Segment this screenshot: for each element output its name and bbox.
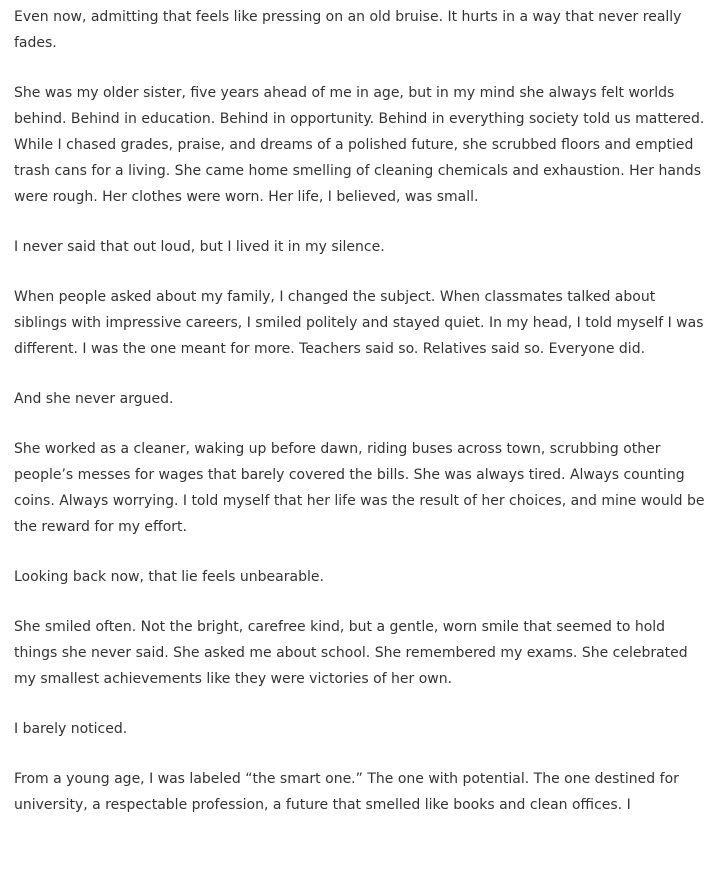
paragraph: Looking back now, that lie feels unbearable. bbox=[14, 569, 324, 585]
paragraph: When people asked about my family, I changed the subject. When classmates talked about siblings with impressive careers, I smiled politely and stayed quiet. In my head, I told myself I was different. I was the one meant for more. Teachers said so. Relatives said so. Everyone did. bbox=[14, 289, 704, 357]
paragraph: From a young age, I was labeled “the smart one.” The one with potential. The one destined for university, a respectable profession, a future that smelled like books and clean offices. I bbox=[14, 771, 679, 813]
paragraph: I barely noticed. bbox=[14, 721, 128, 737]
paragraph: And she never argued. bbox=[14, 391, 174, 407]
paragraph: She was my older sister, five years ahead of me in age, but in my mind she always felt worlds behind. Behind in education. Behind in opportunity. Behind in everything society told us mattered. While I chased grades, praise, and dreams of a polished future, she scrubbed floors and emptied trash cans for a living. She came home smelling of cleaning chemicals and exhaustion. Her hands were rough. Her clothes were worn. Her life, I believed, was small. bbox=[14, 85, 705, 205]
paragraph: She worked as a cleaner, waking up before dawn, riding buses across town, scrubbing other people’s messes for wages that barely covered the bills. She was always tired. Always counting coins. Always worrying. I told myself that her life was the result of her choices, and mine would be the reward for my effort. bbox=[14, 441, 705, 535]
paragraph: I never said that out loud, but I lived it in my silence. bbox=[14, 239, 385, 255]
paragraph: Even now, admitting that feels like pressing on an old bruise. It hurts in a way that never really fades. bbox=[14, 9, 682, 51]
paragraph: She smiled often. Not the bright, carefree kind, but a gentle, worn smile that seemed to hold things she never said. She asked me about school. She remembered my exams. She celebrated my smallest achievements like they were victories of her own. bbox=[14, 619, 688, 687]
